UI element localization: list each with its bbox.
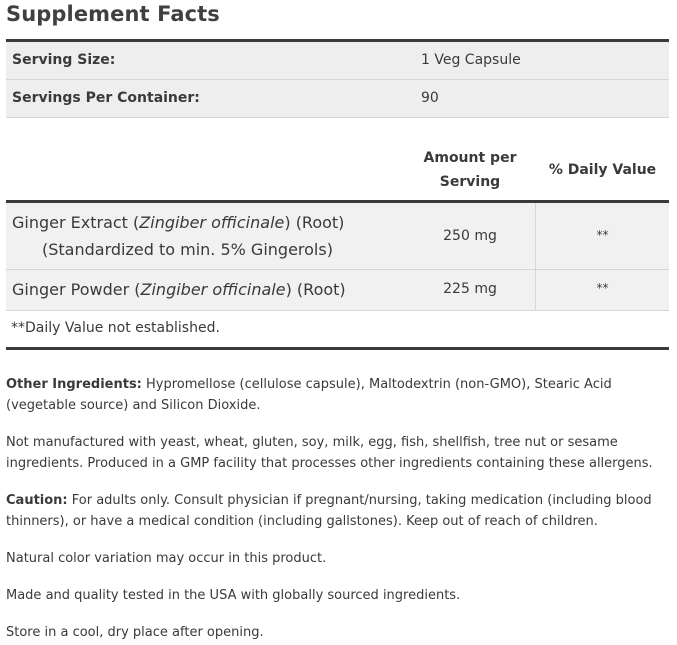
serving-size-value: 1 Veg Capsule <box>421 52 521 68</box>
caution-text: For adults only. Consult physician if pregnant/nursing, taking medication (including blood thinners), or have a medical condition (including gallstones). Keep out of reach of children. <box>6 493 652 529</box>
serving-table <box>6 42 669 118</box>
nutrient-sub-label: (Standardized to min. 5% Gingerols) <box>42 240 333 259</box>
nutrient-name-post: ) (Root) <box>285 280 346 299</box>
servings-per-container-value: 90 <box>421 90 439 106</box>
daily-value-footnote: **Daily Value not established. <box>11 320 220 336</box>
bottom-thick-rule <box>6 347 669 350</box>
serving-size-row <box>6 42 669 80</box>
other-ingredients-text: Hypromellose (cellulose capsule), Maltodextrin (non-GMO), Stearic Acid (vegetable source) and Silicon Dioxide. <box>6 377 612 413</box>
amount-per-serving-header <box>406 146 534 194</box>
nutrient-daily-value: ** <box>596 281 609 295</box>
serving-size-label: Serving Size: <box>12 52 116 68</box>
color-variation-note: Natural color variation may occur in this product. <box>6 551 327 566</box>
nutrient-amount: 250 mg <box>443 228 497 244</box>
nutrient-name <box>12 277 346 303</box>
storage-note: Store in a cool, dry place after opening. <box>6 625 264 640</box>
nutrient-name-post: ) (Root) <box>284 213 345 232</box>
nutrient-name <box>12 210 344 236</box>
other-ingredients-label: Other Ingredients: <box>6 377 142 392</box>
amount-header-line1: Amount per <box>423 150 517 166</box>
nutrient-row <box>6 203 669 270</box>
made-in-usa-note: Made and quality tested in the USA with globally sourced ingredients. <box>6 588 461 603</box>
footnote-row <box>6 311 669 347</box>
nutrient-table <box>6 203 669 311</box>
allergen-statement: Not manufactured with yeast, wheat, gluten, soy, milk, egg, fish, shellfish, tree nut or sesame ingredients. Produced in a GMP facility that processes other ingredients containing these allergens. <box>6 435 653 471</box>
nutrient-daily-value: ** <box>596 228 609 242</box>
nutrient-name-pre: Ginger Extract ( <box>12 213 140 232</box>
daily-value-header: % Daily Value <box>548 162 657 178</box>
other-ingredients-paragraph <box>6 374 671 416</box>
nutrient-row <box>6 270 669 311</box>
amount-header-line2: Serving <box>439 174 501 190</box>
nutrient-amount: 225 mg <box>443 281 497 297</box>
caution-label: Caution: <box>6 493 68 508</box>
nutrient-name-pre: Ginger Powder ( <box>12 280 141 299</box>
nutrient-name-latin: Zingiber officinale <box>139 213 285 232</box>
servings-per-container-label: Servings Per Container: <box>12 90 200 106</box>
caution-paragraph <box>6 490 671 532</box>
servings-per-container-row <box>6 80 669 118</box>
supplement-facts-title: Supplement Facts <box>6 2 220 26</box>
nutrient-name-latin: Zingiber officinale <box>140 280 286 299</box>
